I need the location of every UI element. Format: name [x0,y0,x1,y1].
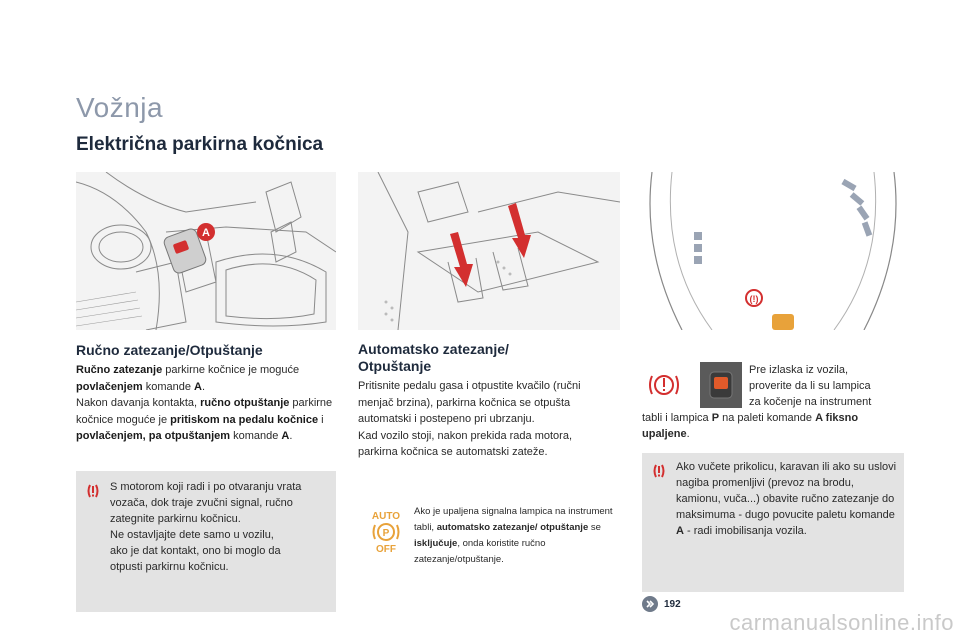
manual-term: Ručno zatezanje [76,364,163,376]
brake-lamp-check [642,362,904,446]
manual-text: Nakon davanja kontakta, [76,397,201,409]
manual-term: A [281,430,290,442]
auto-off-icon [364,508,408,554]
note-line: S motorom koji radi i po otvaranju vrata [110,481,302,493]
auto-text-part: se [588,522,601,533]
manual-text: komande [230,430,282,442]
text-line: za kočenje na instrument [749,396,872,408]
svg-text:(!): (!) [749,294,759,304]
auto-text-part: , onda koristite ručno zatezanje/otpuštanje. [414,538,546,565]
warning-text [110,479,330,575]
paragraph-line: Pritisnite pedalu gasa i otpustite kvačilo (ručni [358,380,581,392]
brake-check-text-bottom [642,410,904,442]
note-line: otpusti parkirnu kočnicu. [110,561,229,573]
manual-term: ručno otpuštanje [200,397,290,409]
manual-text: komande [142,380,195,393]
warning-icon [650,462,668,480]
paragraph-line: Kad vozilo stoji, nakon prekida rada motora, [358,429,573,442]
warning-note-child [76,471,336,612]
manual-paragraph [76,362,336,445]
manual-term: povlačenjem, pa otpuštanjem [76,430,231,442]
text-line: Pre izlaska iz vozila, [749,364,849,376]
auto-term: isključuje [414,538,458,549]
console-illustration [76,172,336,330]
warning-text [676,459,898,539]
auto-text-part: Ako je upaljena signalna lampica na instrument tabli, [414,506,613,533]
paragraph-line: parkirna kočnica se automatski zateže. [358,446,548,458]
next-page-icon[interactable] [642,596,658,612]
note-term: A [676,525,684,537]
manual-heading: Ručno zatezanje/Otpuštanje [76,342,263,358]
text-term: A fiksno upaljene [642,412,859,440]
watermark: carmanualsonline.info [729,610,954,635]
auto-label: AUTO [371,511,401,522]
note-line: ako je dat kontakt, ono bi moglo da [110,545,281,557]
manual-term: povlačenjem [76,380,143,393]
manual-term: pritiskom na pedalu kočnice [170,413,319,426]
paragraph-line: menjač brzina), parkirna kočnica se otpušta [358,396,571,409]
text-part: . [686,428,690,440]
off-label: OFF [376,544,396,554]
auto-off-text [414,504,620,568]
brake-check-text-top [749,362,904,410]
manual-text: . [289,430,293,442]
auto-off-note [358,504,620,584]
svg-text:P: P [382,528,390,539]
page-title: Električna parkirna kočnica [76,134,324,155]
pedals-illustration [358,172,620,330]
warning-icon [84,482,102,500]
note-line: zategnite parkirnu kočnicu. [110,513,241,525]
note-line: Ne ostavljajte dete samo u vozilu, [110,529,274,541]
manual-text: . [201,380,206,393]
note-line: vozača, dok traje zvučni signal, ručno [110,497,293,509]
instrument-cluster-illustration [642,172,904,330]
text-part: na paleti komande [719,412,816,424]
text-part: tabli i lampica [642,412,712,424]
automatic-paragraph [358,378,618,461]
section-title: Vožnja [76,92,164,123]
command-a-callout: A [202,227,210,239]
text-term: P [711,412,720,424]
paragraph-line: automatski i postepeno pri ubrzanju. [358,413,535,425]
manual-text: parkirne kočnice moguće je [76,397,333,426]
note-part: Ako vučete prikolicu, karavan ili ako su uslovi nagiba promenljivi (prevoz na brodu, kamionu, vuča...) obavite ručno zatezanje do maksimuma - dugo povucite paletu komande [676,461,897,521]
auto-term: automatsko zatezanje/ otpuštanje [436,522,589,533]
page-number: 192 [664,598,681,610]
manual-text: parkirne kočnice je moguće [162,364,300,376]
note-part: - radi imobilisanja vozila. [683,525,807,537]
heading-line: Automatsko zatezanje/ [358,341,509,357]
text-line: proverite da li su lampica [749,380,871,392]
manual-text: i [318,413,324,426]
automatic-heading [358,341,598,375]
page-navigation[interactable] [642,596,681,612]
warning-note-trailer [642,453,904,592]
heading-line: Otpuštanje [358,358,432,374]
brake-warning-lamps [642,362,742,408]
manual-term: A [194,380,202,393]
